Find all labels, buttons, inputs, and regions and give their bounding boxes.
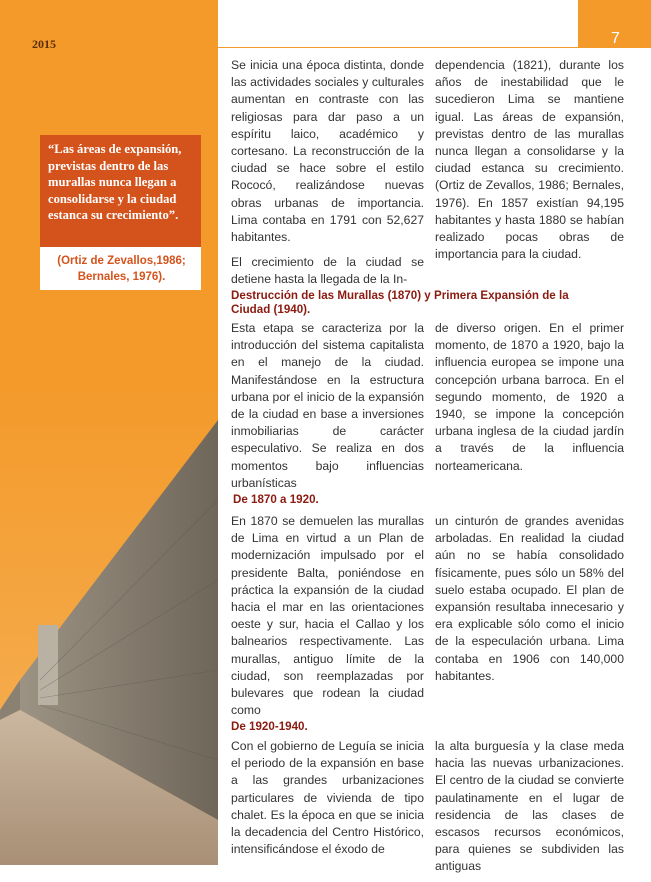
header-year: 2015: [32, 37, 56, 51]
header-rule: [0, 47, 651, 48]
section3-column-2: [435, 738, 624, 882]
intro-column-1: [231, 57, 424, 295]
pull-quote-text: “Las áreas de expansión, previstas dentro de las murallas nunca llegan a consolidarse y la ciudad estanca su crecimiento”.: [48, 142, 182, 222]
pull-quote: [40, 135, 201, 290]
section2-column-2: [435, 513, 624, 691]
pull-quote-citation: (Ortiz de Zevallos,1986; Bernales, 1976).: [57, 255, 186, 283]
section2-column-1: [231, 513, 424, 725]
section-title-1920-1940: De 1920-1940.: [231, 720, 308, 733]
paragraph: En 1870 se demuelen las murallas de Lima en virtud a un Plan de modernización impulsado por el presidente Balta, poniéndose en práctica la expansión de la ciudad hacia el mar en las orientaciones oeste y sur, hacia el Callao y los balnearios respectivamente. Las murallas, antiguo límite de la ciudad, son reemplazadas por bulevares que rodean la ciudad como: [231, 514, 424, 718]
section-title-1870-1920: De 1870 a 1920.: [233, 493, 319, 506]
page-number: 7: [611, 30, 620, 47]
paragraph: Esta etapa se caracteriza por la introducción del sistema capitalista en el manejo de la ciudad. Manifestándose en la estructura urbana por el inicio de la expansión de la ciudad en base a inversiones inmobiliarias de carácter especulativo. Se realiza en dos momentos bajo influencias urbanísticas: [231, 321, 424, 490]
pull-quote-panel: [40, 135, 201, 247]
section-title-murallas: Destrucción de las Murallas (1870) y Primera Expansión de la Ciudad (1940).: [231, 289, 569, 316]
paragraph: El crecimiento de la ciudad se detiene hasta la llegada de la In-: [231, 255, 424, 287]
city-wall-photo: [0, 380, 218, 865]
section1-column-2: [435, 320, 624, 481]
section3-column-1: [231, 738, 424, 864]
paragraph: Se inicia una época distinta, donde las actividades sociales y culturales aumentan en contraste con las religiosas para dar paso a un espíritu laico, académico y cortesano. La reconstrucción de la ciudad se hace sobre el estilo Rococó, realizándose nuevas obras urbanas de importancia. Lima contaba en 1791 con 52,627 habitantes.: [231, 58, 424, 245]
paragraph: un cinturón de grandes avenidas arboladas. En realidad la ciudad aún no se había consolidado físicamente, pues sólo un 58% del suelo estaba ocupado. El plan de expansión resultaba innecesario y era explicable sólo como el inicio de la especulación urbana. Lima contaba en 1906 con 140,000 habitantes.: [435, 514, 624, 683]
paragraph: Con el gobierno de Leguía se inicia el periodo de la expansión en base a las grandes urbanizaciones particulares de vivienda de tipo chalet. Es la época en que se inicia la decadencia del Centro Histórico, intensificándose el éxodo de: [231, 739, 424, 857]
section1-column-1: [231, 320, 424, 498]
paragraph: la alta burguesía y la clase meda hacia las nuevas urbanizaciones. El centro de la ciudad se convierte paulatinamente en el lugar de residencia de las clases de escasos recursos económicos, para quienes se subdividen las antiguas: [435, 739, 624, 874]
intro-column-2: [435, 57, 624, 269]
paragraph: dependencia (1821), durante los años de inestabilidad que le sucedieron Lima se mantiene igual. Las áreas de expansión, previstas dentro de las murallas nunca llegan a consolidarse y la ciudad estanca su crecimiento. (Ortiz de Zevallos, 1986; Bernales, 1976). En 1857 existían 94,195 habitantes y hasta 1880 se habían realizado pocas obras de importancia para la ciudad.: [435, 58, 624, 262]
paragraph: de diverso origen. En el primer momento, de 1870 a 1920, bajo la influencia europea se impone una concepción urbana barroca. En el segundo momento, de 1920 a 1940, se impone la concepción urbana inglesa de la ciudad jardín a través de la influencia norteamericana.: [435, 321, 624, 473]
